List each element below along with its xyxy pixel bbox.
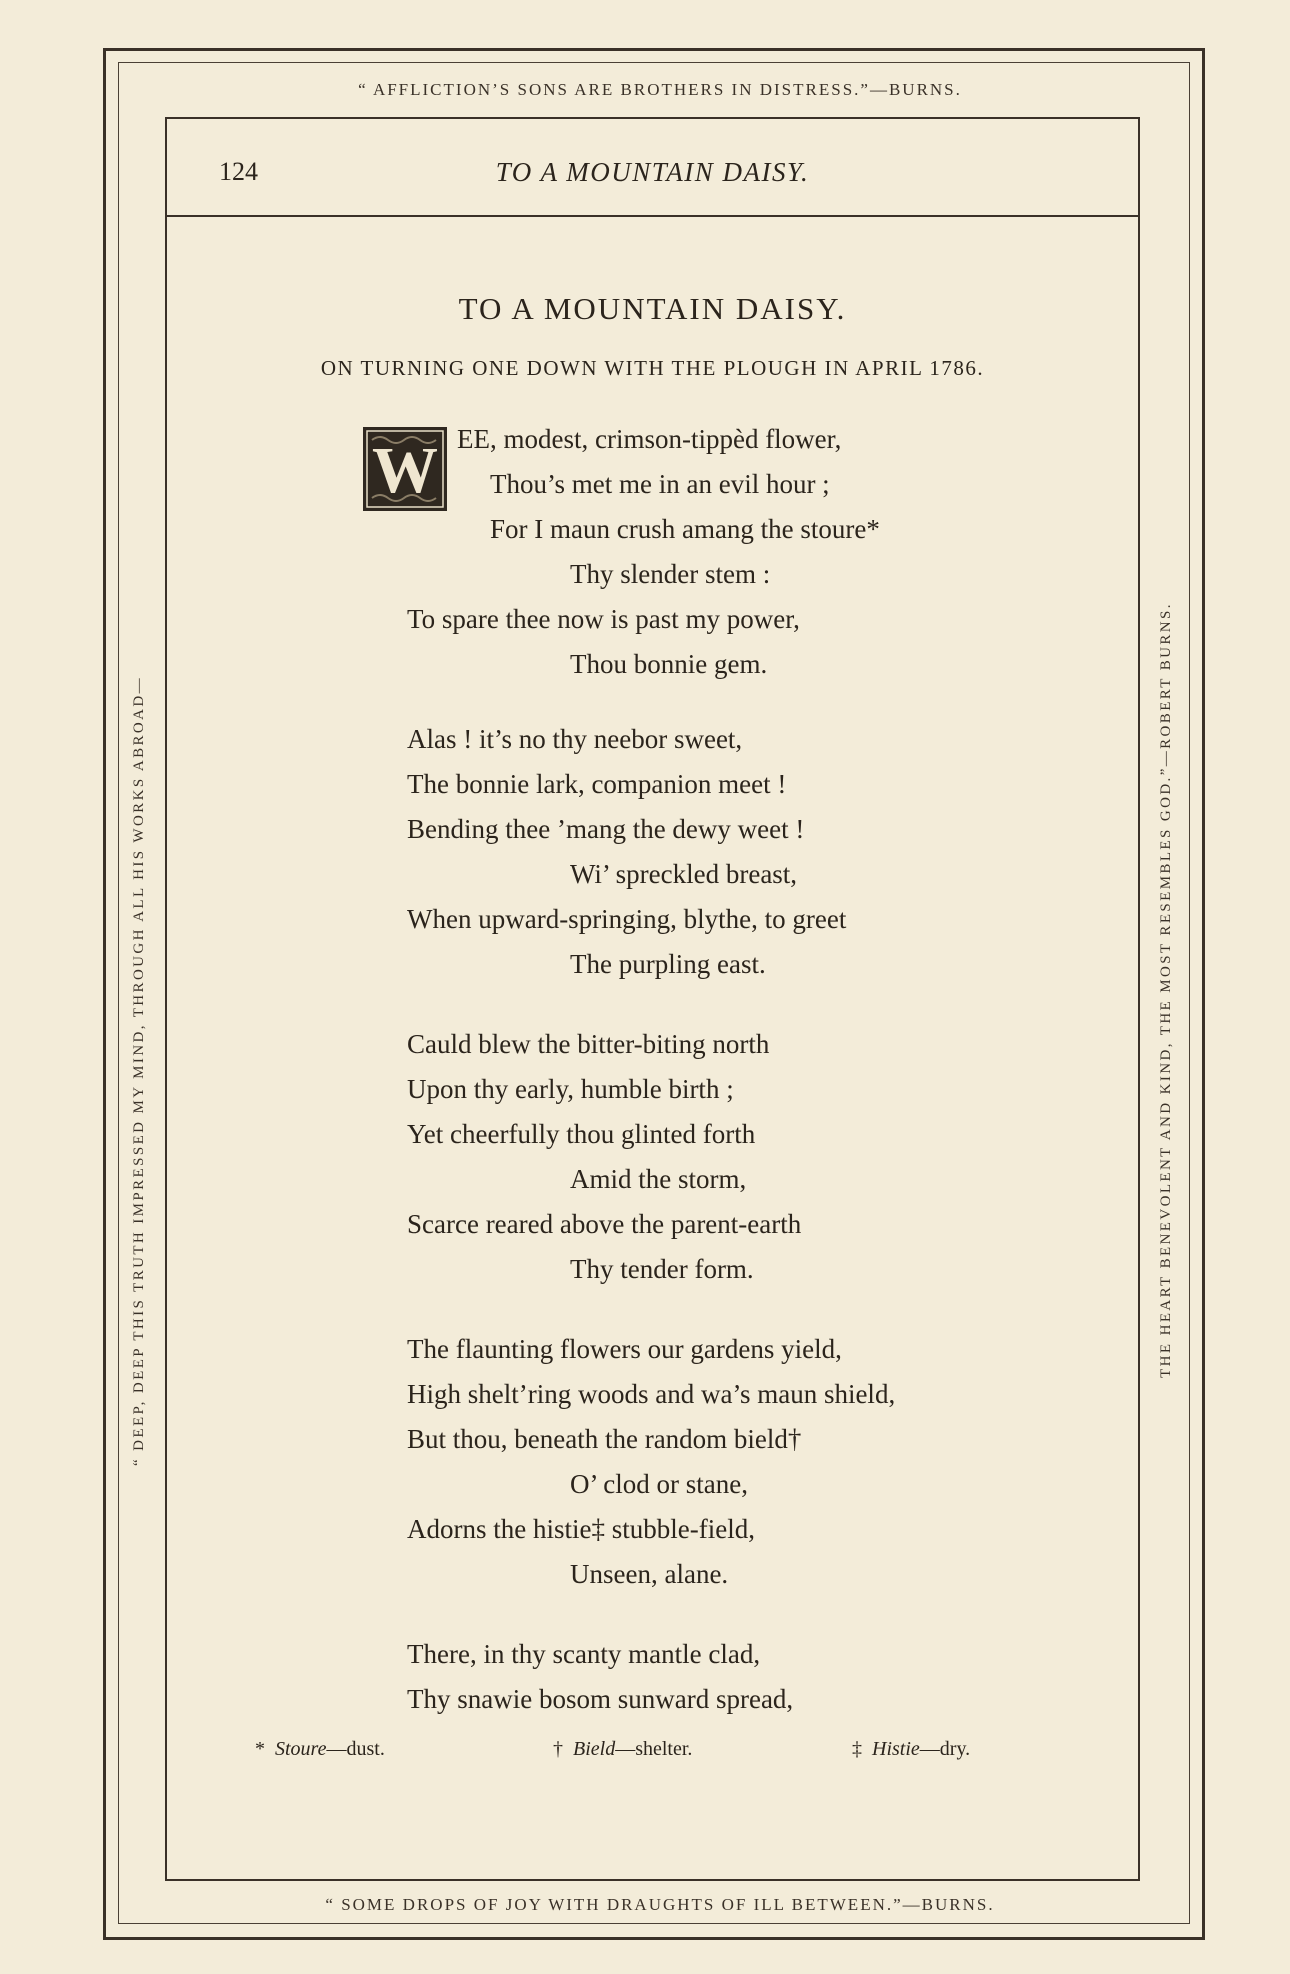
poem-line: O’ clod or stane,: [570, 1469, 748, 1499]
poem-line: High shelt’ring woods and wa’s maun shield,: [407, 1379, 896, 1409]
poem-line: Scarce reared above the parent-earth: [407, 1209, 802, 1239]
poem-line: There, in thy scanty mantle clad,: [407, 1639, 761, 1669]
poem-line: But thou, beneath the random bield†: [407, 1424, 802, 1454]
left-margin-quote: “ DEEP, DEEP THIS TRUTH IMPRESSED MY MIND, THROUGH ALL HIS WORKS ABROAD—: [131, 675, 147, 1467]
poem-line: Thy snawie bosom sunward spread,: [407, 1684, 794, 1714]
poem-line: Adorns the histie‡ stubble-field,: [407, 1514, 755, 1544]
poem-line: The purpling east.: [570, 949, 766, 979]
poem-line: Thy slender stem :: [570, 559, 771, 589]
running-title: TO A MOUNTAIN DAISY.: [495, 157, 810, 187]
right-margin-quote: THE HEART BENEVOLENT AND KIND, THE MOST RESEMBLES GOD.”—ROBERT BURNS.: [1158, 602, 1174, 1378]
footnote: * Stoure—dust.: [255, 1738, 385, 1760]
top-motto: “ AFFLICTION’S SONS ARE BROTHERS IN DISTRESS.”—BURNS.: [358, 80, 962, 99]
drop-cap-letter: W: [372, 434, 438, 507]
footnote: † Bield—shelter.: [553, 1738, 693, 1760]
poem-line: Unseen, alane.: [570, 1559, 729, 1589]
poem-line: Alas ! it’s no thy neebor sweet,: [407, 724, 743, 754]
footnote: ‡ Histie—dry.: [852, 1738, 971, 1760]
poem-line: Amid the storm,: [570, 1164, 747, 1194]
poem-title: TO A MOUNTAIN DAISY.: [458, 291, 847, 326]
poem-line: EE, modest, crimson-tippèd flower,: [457, 424, 842, 454]
poem-line: Wi’ spreckled breast,: [570, 859, 798, 889]
page-number: 124: [219, 157, 258, 186]
poem-line: The bonnie lark, companion meet !: [407, 769, 787, 799]
poem-subtitle: ON TURNING ONE DOWN WITH THE PLOUGH IN APRIL 1786.: [320, 356, 985, 380]
poem-line: To spare thee now is past my power,: [407, 604, 800, 634]
poem-line: The flaunting flowers our gardens yield,: [407, 1334, 842, 1364]
poem-line: Thou bonnie gem.: [570, 649, 768, 679]
poem-line: Bending thee ’mang the dewy weet !: [407, 814, 805, 844]
poem-line: Upon thy early, humble birth ;: [407, 1074, 734, 1104]
page-panel: [165, 117, 1140, 1881]
poem-line: Thy tender form.: [570, 1254, 754, 1284]
poem-line: Yet cheerfully thou glinted forth: [407, 1119, 756, 1149]
poem-line: Thou’s met me in an evil hour ;: [490, 469, 830, 499]
bottom-motto: “ SOME DROPS OF JOY WITH DRAUGHTS OF ILL BETWEEN.”—BURNS.: [325, 1895, 995, 1914]
poem-line: When upward-springing, blythe, to greet: [407, 904, 847, 934]
poem-body: [167, 119, 1138, 1879]
poem-line: For I maun crush amang the stoure*: [490, 514, 880, 544]
poem-line: Cauld blew the bitter-biting north: [407, 1029, 770, 1059]
